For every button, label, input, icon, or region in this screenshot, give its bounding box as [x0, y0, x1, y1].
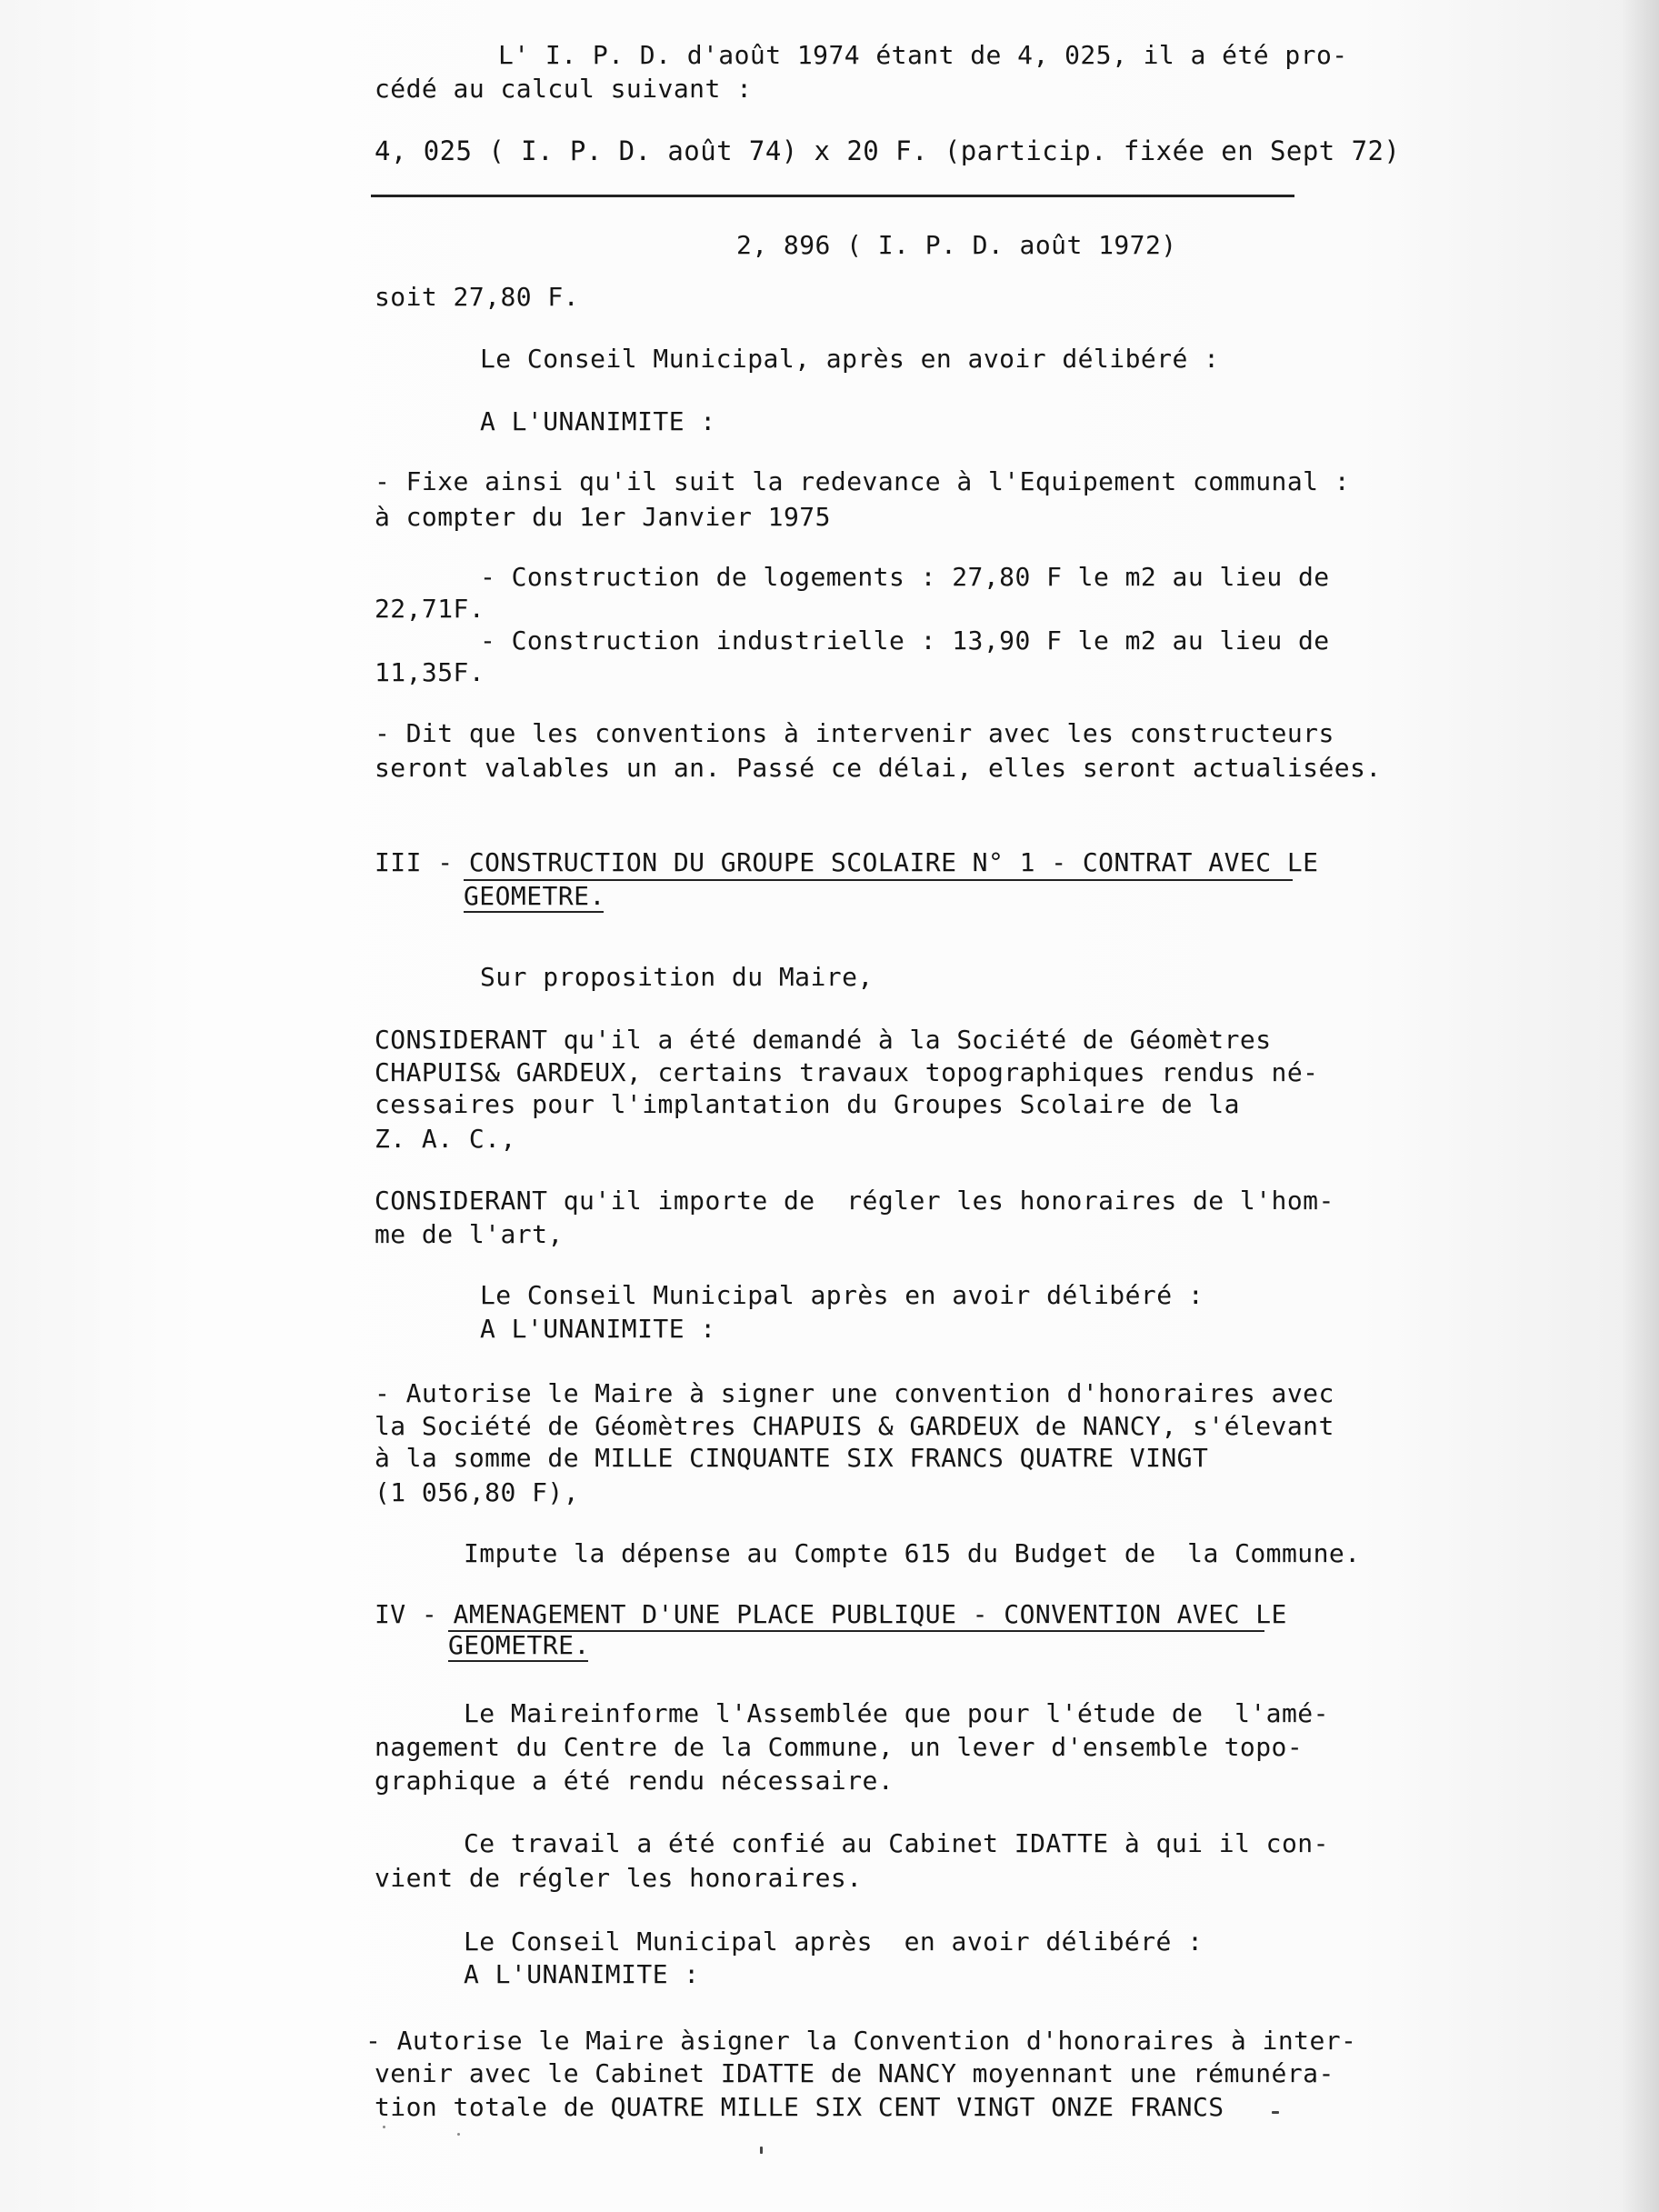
ink-speck [760, 2147, 763, 2154]
text-line-14: - Dit que les conventions à intervenir avec les constructeurs [375, 718, 1334, 748]
text-line-29: à la somme de MILLE CINQUANTE SIX FRANCS QUATRE VINGT [375, 1443, 1209, 1473]
text-line-26: A L'UNANIMITE : [480, 1314, 716, 1344]
text-line-10: - Construction de logements : 27,80 F le m2 au lieu de [480, 562, 1330, 592]
formula-numerator: 4, 025 ( I. P. D. août 74) x 20 F. (particip. fixée en Sept 72) [375, 135, 1401, 166]
text-line-42: venir avec le Cabinet IDATTE de NANCY moyennant une rémunéra- [375, 2058, 1334, 2088]
text-line-12: - Construction industrielle : 13,90 F le m2 au lieu de [480, 626, 1330, 656]
ink-mark [1272, 2111, 1279, 2114]
text-line-39: Le Conseil Municipal après en avoir délibéré : [464, 1927, 1204, 1957]
text-line-41: - Autorise le Maire àsigner la Convention d'honoraires à inter- [365, 2026, 1357, 2056]
text-line-08: - Fixe ainsi qu'il suit la redevance à l'Equipement communal : [375, 466, 1351, 496]
text-line-36: graphique a été rendu nécessaire. [375, 1766, 894, 1796]
section-heading-iv-cont: GEOMETRE. [448, 1630, 590, 1660]
formula-denominator: 2, 896 ( I. P. D. août 1972) [736, 230, 1177, 260]
formula-result: soit 27,80 F. [375, 282, 579, 312]
text-line-20: CHAPUIS& GARDEUX, certains travaux topographiques rendus né- [375, 1057, 1319, 1087]
text-line-11: 22,71F. [375, 594, 485, 624]
text-line-01: L' I. P. D. d'août 1974 étant de 4, 025, il a été pro- [498, 40, 1348, 70]
text-line-13: 11,35F. [375, 657, 485, 687]
text-line-38: vient de régler les honoraires. [375, 1863, 863, 1893]
text-line-02: cédé au calcul suivant : [375, 74, 753, 104]
text-line-27: - Autorise le Maire à signer une convention d'honoraires avec [375, 1378, 1334, 1408]
text-line-18: Sur proposition du Maire, [480, 962, 874, 992]
text-line-23: CONSIDERANT qu'il importe de régler les honoraires de l'hom- [375, 1186, 1334, 1216]
text-line-22: Z. A. C., [375, 1124, 516, 1154]
text-line-28: la Société de Géomètres CHAPUIS & GARDEUX de NANCY, s'élevant [375, 1411, 1334, 1441]
text-line-43: tion totale de QUATRE MILLE SIX CENT VINGT ONZE FRANCS [375, 2092, 1224, 2122]
text-line-24: me de l'art, [375, 1219, 564, 1249]
text-line-15: seront valables un an. Passé ce délai, elles seront actualisées. [375, 753, 1382, 783]
text-line-07: A L'UNANIMITE : [480, 406, 716, 436]
paper-speck [457, 2133, 460, 2136]
section-heading-iii: III - CONSTRUCTION DU GROUPE SCOLAIRE N° 1 - CONTRAT AVEC LE [375, 847, 1319, 877]
text-line-34: Le Maireinforme l'Assemblée que pour l'étude de l'amé- [464, 1698, 1329, 1728]
text-line-19: CONSIDERANT qu'il a été demandé à la Société de Géomètres [375, 1025, 1272, 1055]
text-line-25: Le Conseil Municipal après en avoir délibéré : [480, 1280, 1204, 1310]
section-heading-iii-cont-underline [464, 911, 604, 913]
section-heading-iv-cont-underline [448, 1660, 588, 1662]
text-line-06: Le Conseil Municipal, après en avoir délibéré : [480, 344, 1220, 374]
section-heading-iv: IV - AMENAGEMENT D'UNE PLACE PUBLIQUE - CONVENTION AVEC LE [375, 1599, 1287, 1629]
paper-speck [383, 2126, 385, 2128]
section-heading-iii-cont: GEOMETRE. [464, 881, 605, 911]
text-line-37: Ce travail a été confié au Cabinet IDATTE à qui il con- [464, 1828, 1329, 1858]
page-edge-shadow [1621, 0, 1659, 2212]
text-line-21: cessaires pour l'implantation du Groupes Scolaire de la [375, 1089, 1240, 1119]
text-line-09: à compter du 1er Janvier 1975 [375, 502, 831, 532]
text-line-31: Impute la dépense au Compte 615 du Budget de la Commune. [464, 1538, 1361, 1568]
text-line-40: A L'UNANIMITE : [464, 1959, 700, 1989]
text-line-30: (1 056,80 F), [375, 1477, 579, 1507]
text-line-35: nagement du Centre de la Commune, un lever d'ensemble topo- [375, 1732, 1304, 1762]
fraction-bar [371, 195, 1294, 197]
